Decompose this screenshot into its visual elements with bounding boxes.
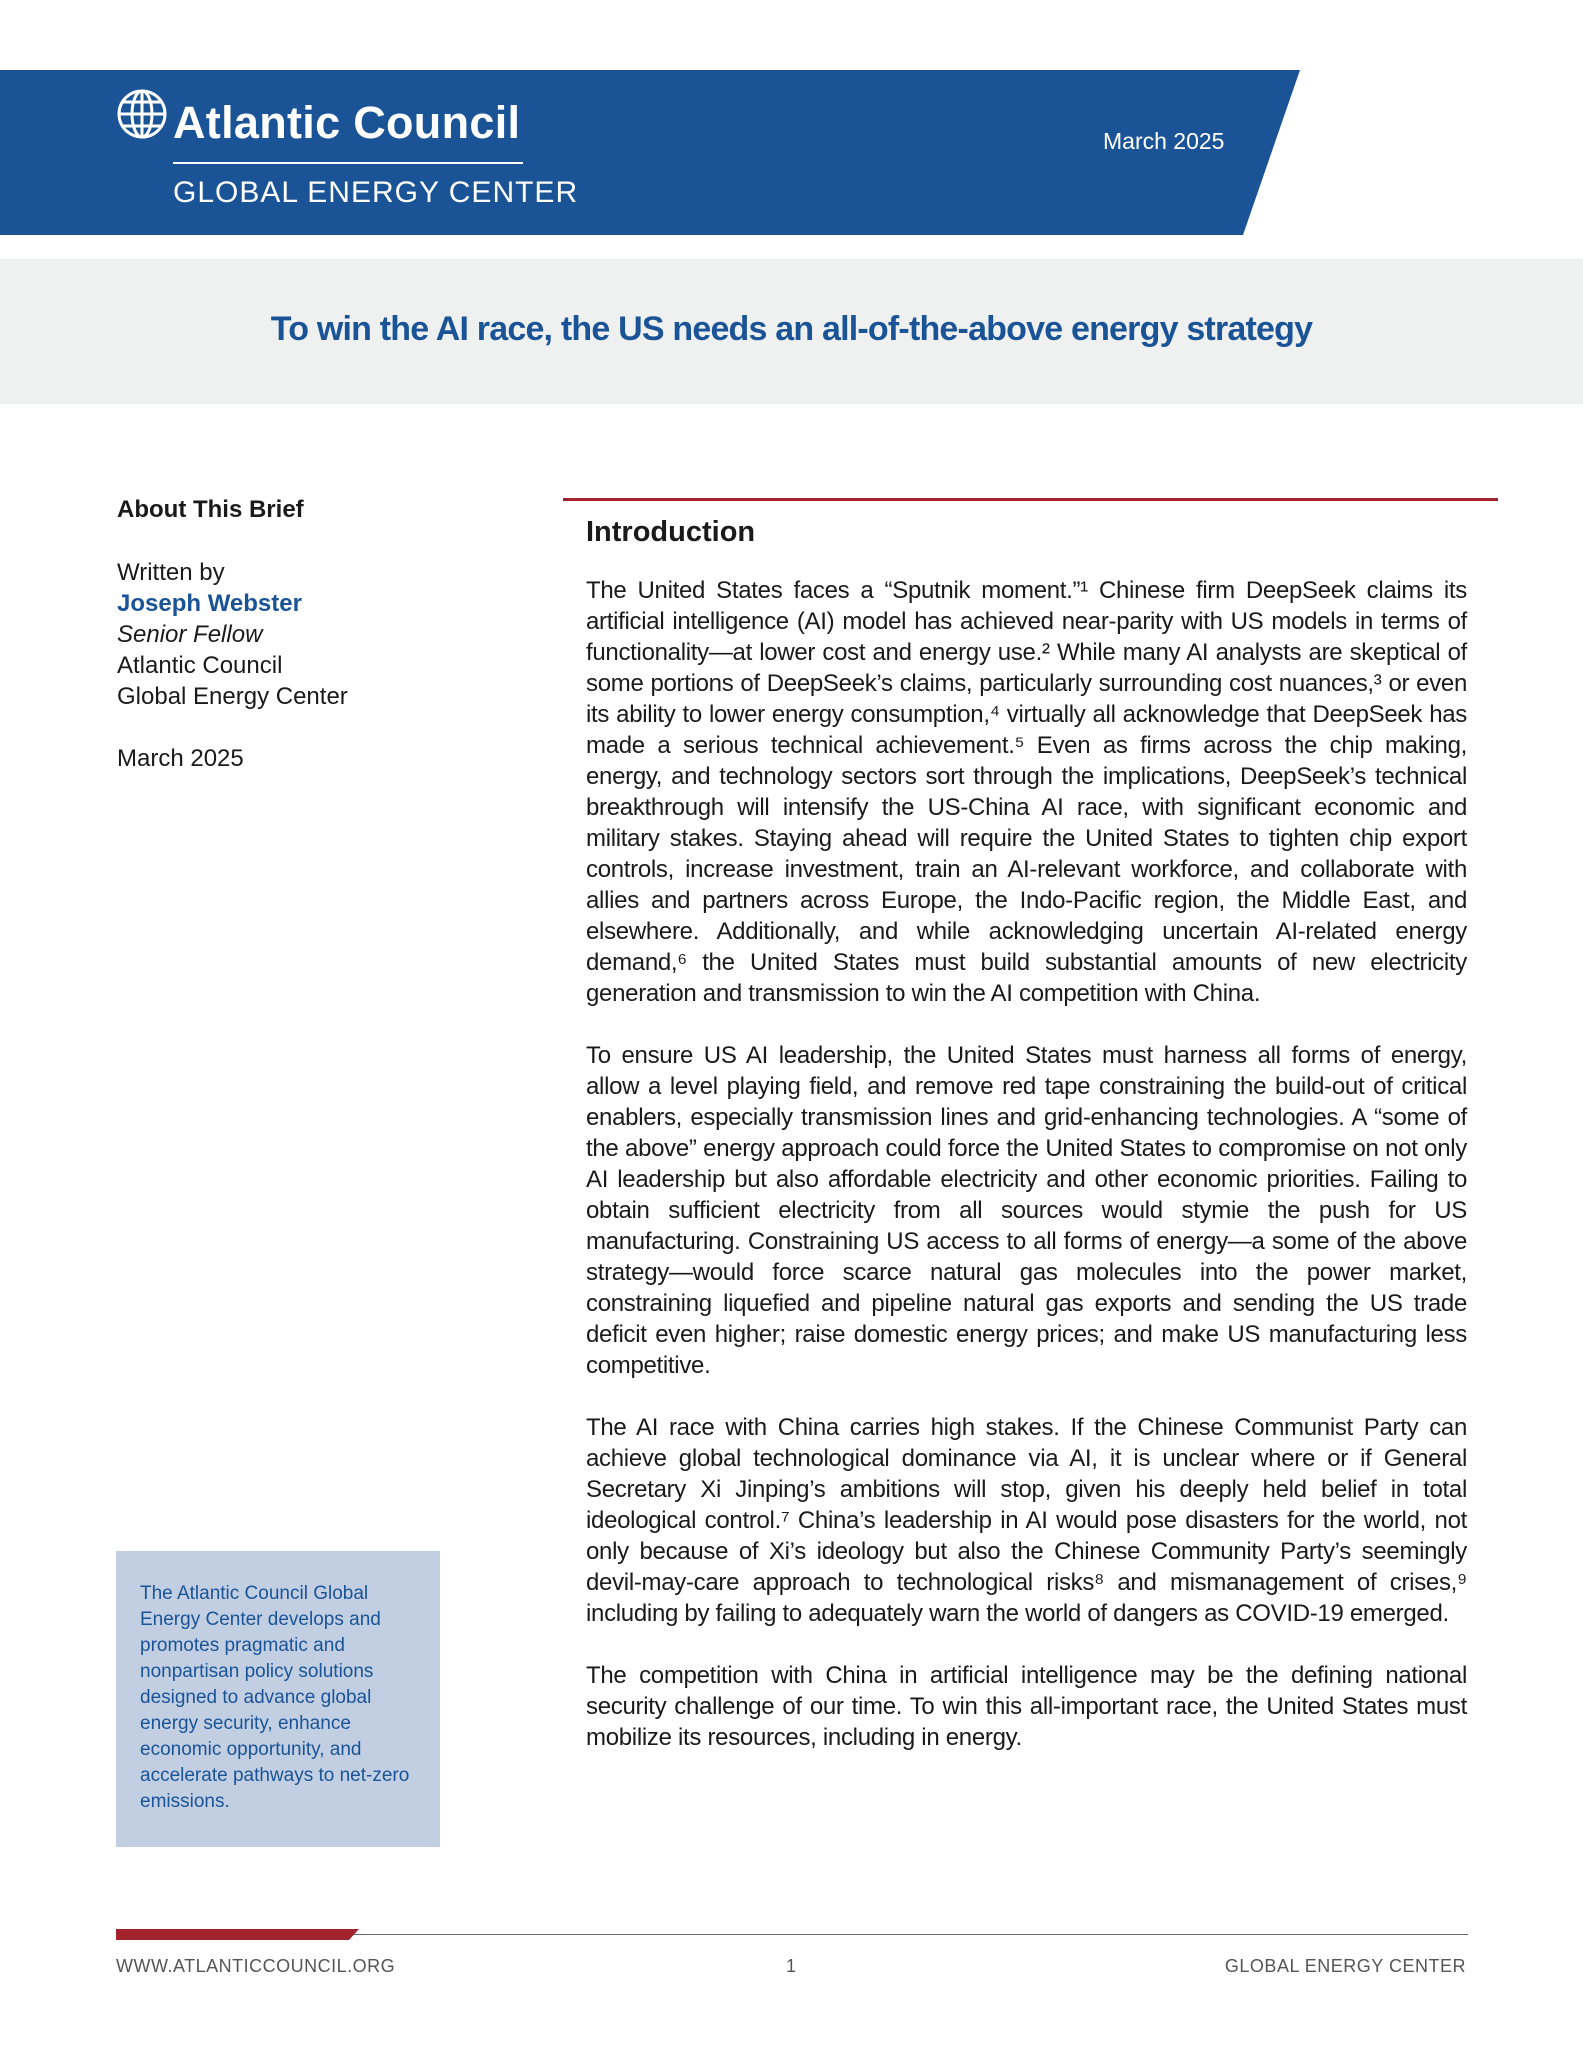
author-center: Global Energy Center (117, 683, 348, 710)
paragraph: The United States faces a “Sputnik moment.”¹ Chinese firm DeepSeek claims its artificial intelligence (AI) model has achieved near-parity with US models in terms of functionality—at lower cost and energy use.² While many AI analysts are skeptical of some portions of DeepSeek’s claims, particularly surrounding cost nuances,³ or even its ability to lower energy consumption,⁴ virtually all acknowledge that DeepSeek has made a serious technical achievement.⁵ Even as firms across the chip making, energy, and technology sectors sort through the implications, DeepSeek’s technical breakthrough will intensify the US-China AI race, with significant economic and military stakes. Staying ahead will require the United States to tighten chip export controls, increase investment, train an AI-relevant workforce, and collaborate with allies and partners across Europe, the Indo-Pacific region, the Middle East, and elsewhere. Additionally, and while acknowledging uncertain AI-related energy demand,⁶ the United States must build substantial amounts of new electricity generation and transmission to win the AI competition with China. (586, 577, 1467, 1007)
footer-accent-bar (116, 1929, 359, 1940)
spacer (117, 712, 348, 743)
section-heading: Introduction (586, 516, 756, 548)
author-name[interactable]: Joseph Webster (117, 590, 302, 617)
written-by-label: Written by (117, 559, 225, 586)
paragraph: The competition with China in artificial intelligence may be the defining national security challenge of our time. To win this all-important race, the United States must mobilize its resources, including in energy. (586, 1662, 1467, 1751)
center-name: GLOBAL ENERGY CENTER (173, 176, 579, 209)
document-title: To win the AI race, the US needs an all-of-the-above energy strategy (270, 310, 1313, 348)
footer-center-name: GLOBAL ENERGY CENTER (1224, 1956, 1466, 1976)
center-description: The Atlantic Council Global Energy Center develops and promotes pragmatic and nonpartisan policy solutions designed to advance global energy security, enhance economic opportunity, and accelerate pathways to net-zero emissions. (140, 1583, 410, 1812)
author-org: Atlantic Council (117, 652, 283, 679)
header-date: March 2025 (1103, 128, 1225, 154)
center-description-box (116, 1551, 440, 1847)
author-role: Senior Fellow (117, 621, 263, 648)
logo-divider (173, 162, 523, 164)
globe-icon (117, 89, 167, 139)
section-divider (563, 498, 1498, 501)
paragraph: The AI race with China carries high stakes. If the Chinese Communist Party can achieve global technological dominance via AI, it is unclear where or if General Secretary Xi Jinping’s ambitions will stop, given his deeply held belief in total ideological control.⁷ China’s leadership in AI would pose disasters for the world, not only because of Xi’s ideology but also the Chinese Community Party’s seemingly devil-may-care approach to technological risks⁸ and mismanagement of crises,⁹ including by failing to adequately warn the world of dangers as COVID-19 emerged. (586, 1414, 1467, 1627)
brief-date: March 2025 (117, 745, 244, 772)
paragraph: To ensure US AI leadership, the United States must harness all forms of energy, allow a level playing field, and remove red tape constraining the build-out of critical enablers, especially transmission lines and grid-enhancing technologies. A “some of the above” energy approach could force the United States to compromise on not only AI leadership but also affordable electricity and other economic priorities. Failing to obtain sufficient electricity from all sources would stymie the push for US manufacturing. Constraining US access to all forms of energy—a some of the above strategy—would force scarce natural gas molecules into the power market, constraining liquefied and pipeline natural gas exports and sending the US trade deficit even higher; raise domestic energy prices; and make US manufacturing less competitive. (586, 1042, 1467, 1379)
about-details (117, 557, 348, 774)
footer-website-link[interactable]: WWW.ATLANTICCOUNCIL.ORG (116, 1956, 396, 1976)
body-text (586, 575, 1467, 1784)
about-heading: About This Brief (117, 496, 304, 523)
page-number: 1 (786, 1956, 797, 1976)
org-name: Atlantic Council (173, 97, 521, 148)
